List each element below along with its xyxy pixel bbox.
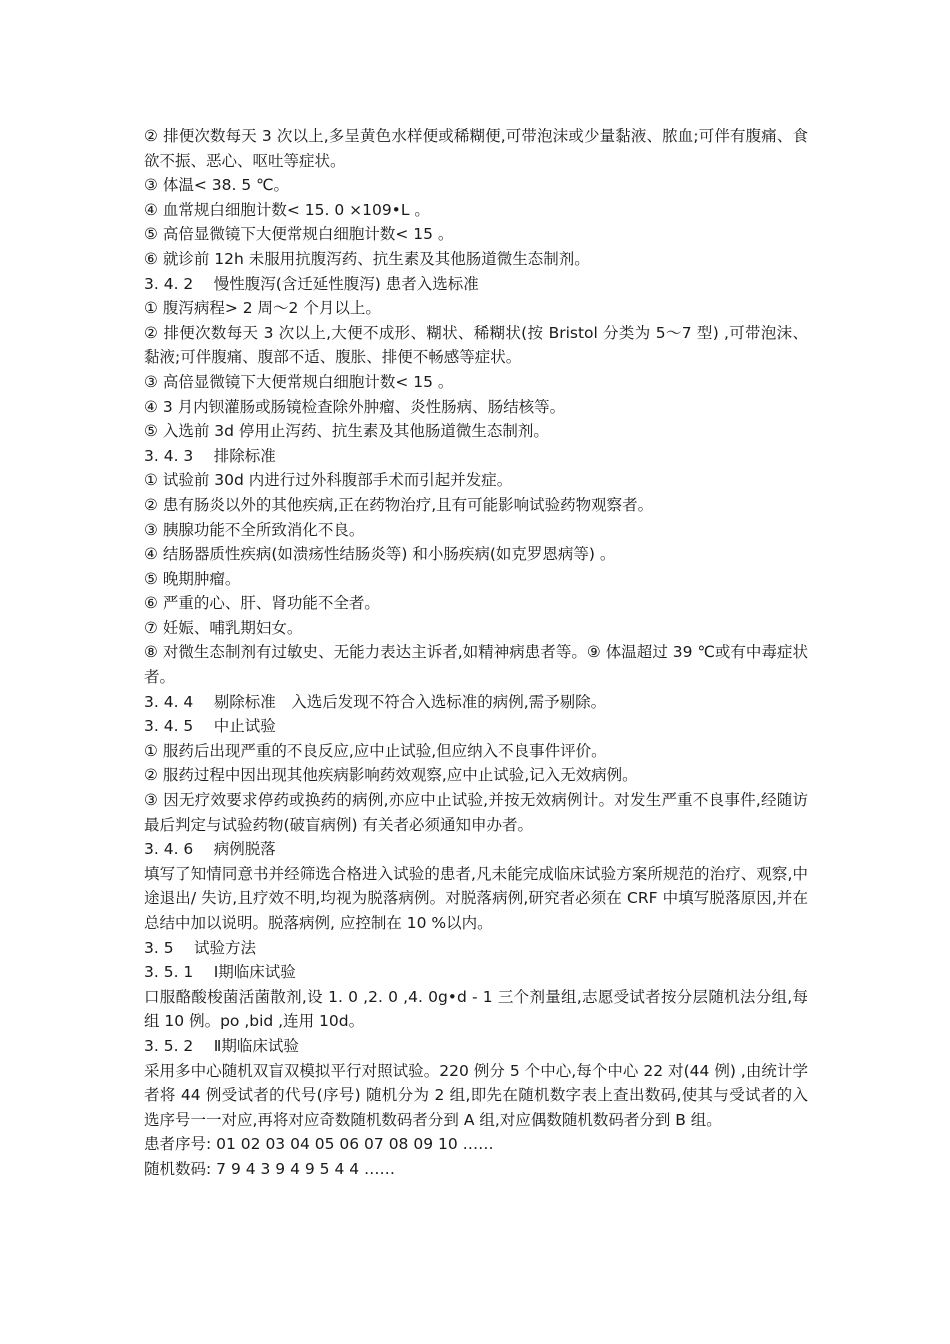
- criteria-item: ④ 3 月内钡灌肠或肠镜检查除外肿瘤、炎性肠病、肠结核等。: [144, 397, 566, 416]
- section-heading: 3. 5. 1 Ⅰ期临床试验: [144, 963, 296, 982]
- criteria-item: ① 试验前 30d 内进行过外科腹部手术而引起并发症。: [144, 471, 513, 490]
- criteria-item: ⑤ 入选前 3d 停用止泻药、抗生素及其他肠道微生态制剂。: [144, 422, 549, 441]
- section-heading: 3. 4. 2 慢性腹泻(含迁延性腹泻) 患者入选标准: [144, 274, 479, 293]
- document-body: [144, 124, 808, 1182]
- criteria-item: ⑤ 高倍显微镜下大便常规白细胞计数< 15 。: [144, 225, 454, 244]
- criteria-item: ① 服药后出现严重的不良反应,应中止试验,但应纳入不良事件评价。: [144, 741, 607, 760]
- section-heading: 3. 5 试验方法: [144, 938, 257, 957]
- criteria-item: ① 腹泻病程> 2 周～2 个月以上。: [144, 299, 381, 318]
- criteria-item: ⑥ 严重的心、肝、肾功能不全者。: [144, 594, 380, 613]
- section-heading: 3. 4. 3 排除标准: [144, 446, 276, 465]
- criteria-item: ⑤ 晚期肿瘤。: [144, 569, 241, 588]
- paragraph: 采用多中心随机双盲双模拟平行对照试验。220 例分 5 个中心,每个中心 22 对(44 例) ,由统计学者将 44 例受试者的代号(序号) 随机分为 2 组,即先在随机数字表上查出数码,使其与受试者的入选序号一一对应,再将对应奇数随机数码者分到 A 组,对应偶数随机数码者分到 B 组。: [144, 1061, 808, 1129]
- section-heading: 3. 4. 5 中止试验: [144, 717, 276, 736]
- criteria-item: ② 服药过程中因出现其他疾病影响药效观察,应中止试验,记入无效病例。: [144, 766, 638, 785]
- criteria-item: ⑧ 对微生态制剂有过敏史、无能力表达主诉者,如精神病患者等。⑨ 体温超过 39 ℃或有中毒症状者。: [144, 643, 808, 687]
- criteria-item: ③ 体温< 38. 5 ℃。: [144, 176, 290, 195]
- sequence-line: 随机数码: 7 9 4 3 9 4 9 5 4 4 ……: [144, 1159, 396, 1178]
- criteria-item: ④ 血常规白细胞计数< 15. 0 ×109•L 。: [144, 200, 430, 219]
- sequence-line: 患者序号: 01 02 03 04 05 06 07 08 09 10 ……: [144, 1135, 494, 1154]
- section-heading: 3. 4. 4 剔除标准 入选后发现不符合入选标准的病例,需予剔除。: [144, 692, 607, 711]
- section-heading: 3. 4. 6 病例脱落: [144, 840, 276, 859]
- criteria-item: ⑦ 妊娠、哺乳期妇女。: [144, 618, 303, 637]
- criteria-item: ③ 高倍显微镜下大便常规白细胞计数< 15 。: [144, 372, 454, 391]
- paragraph: 填写了知情同意书并经筛选合格进入试验的患者,凡未能完成临床试验方案所规范的治疗、观察,中途退出/ 失访,且疗效不明,均视为脱落病例。对脱落病例,研究者必须在 CRF 中填写脱落原因,并在总结中加以说明。脱落病例, 应控制在 10 %以内。: [144, 864, 808, 932]
- section-heading: 3. 5. 2 Ⅱ期临床试验: [144, 1036, 299, 1055]
- criteria-item: ② 患有肠炎以外的其他疾病,正在药物治疗,且有可能影响试验药物观察者。: [144, 495, 654, 514]
- paragraph: 口服酪酸梭菌活菌散剂,设 1. 0 ,2. 0 ,4. 0g•d - 1 三个剂量组,志愿受试者按分层随机法分组,每组 10 例。po ,bid ,连用 10d。: [144, 987, 808, 1031]
- criteria-item: ② 排便次数每天 3 次以上,多呈黄色水样便或稀糊便,可带泡沫或少量黏液、脓血;可伴有腹痛、食欲不振、恶心、呕吐等症状。: [144, 127, 808, 170]
- criteria-item: ③ 因无疗效要求停药或换药的病例,亦应中止试验,并按无效病例计。对发生严重不良事件,经随访最后判定与试验药物(破盲病例) 有关者必须通知申办者。: [144, 791, 808, 834]
- criteria-item: ④ 结肠器质性疾病(如溃疡性结肠炎等) 和小肠疾病(如克罗恩病等) 。: [144, 545, 616, 564]
- criteria-item: ② 排便次数每天 3 次以上,大便不成形、糊状、稀糊状(按 Bristol 分类为 5～7 型) ,可带泡沫、黏液;可伴腹痛、腹部不适、腹胀、排便不畅感等症状。: [144, 323, 808, 367]
- criteria-item: ⑥ 就诊前 12h 未服用抗腹泻药、抗生素及其他肠道微生态制剂。: [144, 249, 590, 268]
- criteria-item: ③ 胰腺功能不全所致消化不良。: [144, 520, 365, 539]
